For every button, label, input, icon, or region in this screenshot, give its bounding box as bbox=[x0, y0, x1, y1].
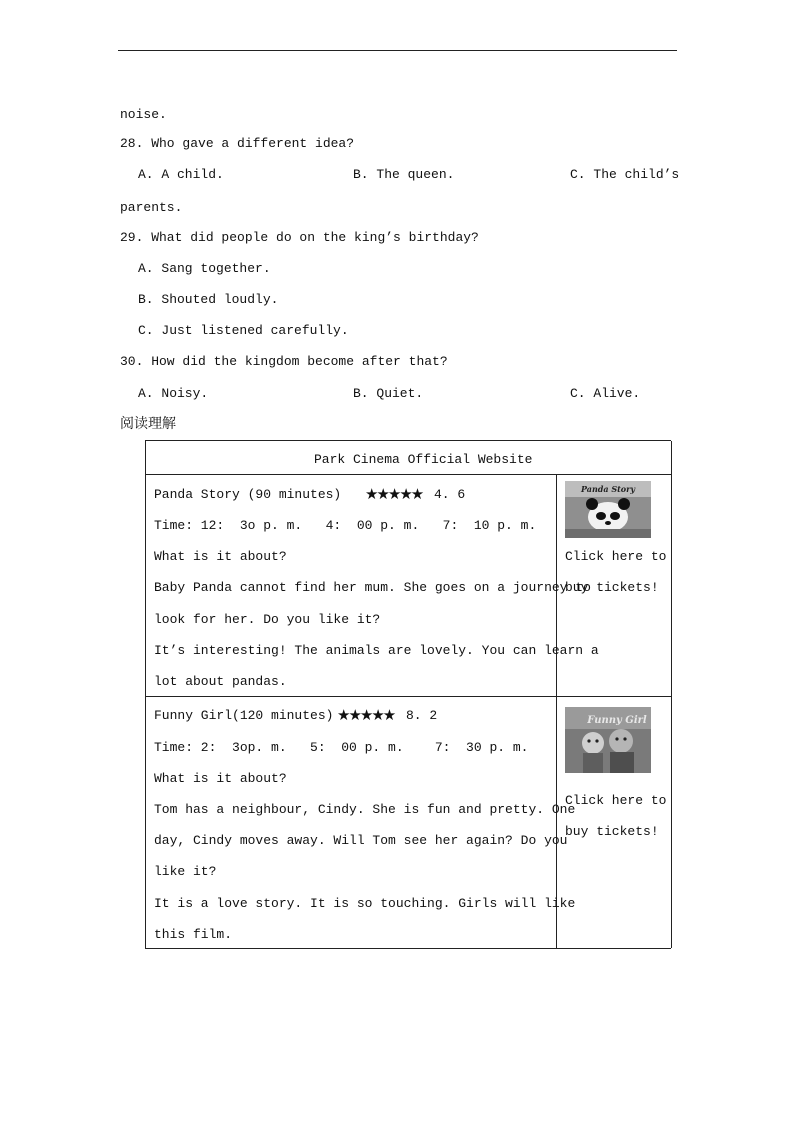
q28-option-a: A. A child. bbox=[138, 167, 224, 182]
buy-tickets-link[interactable]: buy tickets! bbox=[565, 824, 659, 839]
q29-option-c: C. Just listened carefully. bbox=[138, 323, 349, 338]
q29-option-b: B. Shouted loudly. bbox=[138, 292, 279, 307]
q30-stem: 30. How did the kingdom become after that? bbox=[120, 354, 448, 369]
table-right-border bbox=[671, 441, 672, 948]
prev-text-line: noise. bbox=[120, 107, 167, 122]
q30-option-b: B. Quiet. bbox=[353, 386, 424, 401]
buy-tickets-link[interactable]: buy tickets! bbox=[565, 580, 659, 595]
poster-title: Funny Girl bbox=[587, 715, 647, 726]
q30-option-a: A. Noisy. bbox=[138, 386, 209, 401]
funny-girl-poster-image bbox=[565, 707, 651, 773]
table-header: Park Cinema Official Website bbox=[314, 452, 533, 467]
star-rating-icon: ★★★★★ bbox=[337, 706, 395, 724]
movie-title: Panda Story (90 minutes) bbox=[154, 487, 342, 502]
q28-option-c: C. The child’s bbox=[570, 167, 680, 182]
poster-title: Panda Story bbox=[580, 484, 636, 494]
q28-stem: 28. Who gave a different idea? bbox=[120, 136, 355, 151]
movie-description: like it? bbox=[154, 864, 217, 879]
movie-rating: 8. 2 bbox=[406, 708, 438, 723]
movie-review: lot about pandas. bbox=[154, 674, 287, 689]
movie-description: look for her. Do you like it? bbox=[154, 612, 381, 627]
star-rating-icon: ★★★★★ bbox=[365, 485, 423, 503]
q28-option-c-cont: parents. bbox=[120, 200, 183, 215]
buy-tickets-link[interactable]: Click here to bbox=[565, 549, 667, 564]
table-header-divider bbox=[146, 474, 671, 475]
movie-title: Funny Girl(120 minutes) bbox=[154, 708, 334, 723]
movie-review: It is a love story. It is so touching. Girls will like bbox=[154, 896, 576, 911]
buy-tickets-link[interactable]: Click here to bbox=[565, 793, 667, 808]
funny-girl-poster[interactable] bbox=[565, 707, 651, 773]
cinema-table bbox=[145, 440, 671, 949]
movie-description: day, Cindy moves away. Will Tom see her again? Do you bbox=[154, 833, 568, 848]
movie-description: Tom has a neighbour, Cindy. She is fun and pretty. One bbox=[154, 802, 576, 817]
panda-poster-image bbox=[565, 481, 651, 538]
movie-question: What is it about? bbox=[154, 771, 287, 786]
movie-review: this film. bbox=[154, 927, 233, 942]
q29-option-a: A. Sang together. bbox=[138, 261, 271, 276]
panda-story-poster[interactable] bbox=[565, 481, 651, 538]
q29-stem: 29. What did people do on the king’s birthday? bbox=[120, 230, 479, 245]
q28-option-b: B. The queen. bbox=[353, 167, 455, 182]
q30-option-c: C. Alive. bbox=[570, 386, 641, 401]
movie-question: What is it about? bbox=[154, 549, 287, 564]
header-rule bbox=[118, 50, 677, 51]
movie-review: It’s interesting! The animals are lovely. You can learn a bbox=[154, 643, 599, 658]
table-column-divider bbox=[556, 474, 557, 948]
movie-showtimes: Time: 12: 3o p. m. 4: 00 p. m. 7: 10 p. m. bbox=[154, 518, 537, 533]
section-title: 阅读理解 bbox=[120, 416, 176, 432]
movie-rating: 4. 6 bbox=[434, 487, 466, 502]
table-row-divider bbox=[146, 696, 671, 697]
movie-description: Baby Panda cannot find her mum. She goes on a journey to bbox=[154, 580, 591, 595]
movie-showtimes: Time: 2: 3op. m. 5: 00 p. m. 7: 30 p. m. bbox=[154, 740, 529, 755]
